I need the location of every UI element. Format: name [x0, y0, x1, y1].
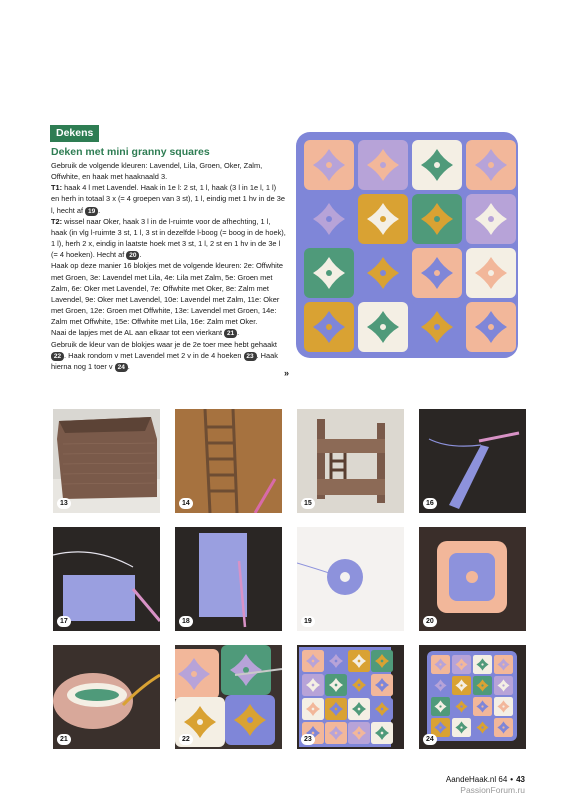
border-text-3: Haak hierna nog 1 toer v	[51, 350, 278, 371]
colors-text: Haak op deze manier 16 blokjes met de volgende kleuren: 2e: Offwhite met Groen, 3e: Lavendel met Lila, 4e: Lila met Zalm, 5e: Groen met Zalm, 6e: Oker met Lavendel, 7e: Offwhite met Oker, 8e: Zalm met Lavendel, 9e: Oker met Lavendel, 10e: Lavendel met Zalm, 11e: Oker met Groen, 12e: Groen met Offwhite, 13e: Lavendel met Groen, 14e: Zalm met Offwhite, 15e: Offwhite met Lila, 16e: Zalm met Oker.	[51, 261, 283, 327]
step-photo-16	[419, 409, 526, 513]
step-badge-20: 20	[126, 251, 139, 260]
step-photo-19	[297, 527, 404, 631]
step-photo-21	[53, 645, 160, 749]
step-photo-18	[175, 527, 282, 631]
step-number: 20	[423, 616, 437, 627]
step-number: 23	[301, 734, 315, 745]
page-footer	[446, 775, 525, 784]
step-photo-23	[297, 645, 404, 749]
step-number: 13	[57, 498, 71, 509]
t2-label: T2:	[51, 216, 63, 226]
step-number: 24	[423, 734, 437, 745]
step-badge-23: 23	[244, 352, 257, 361]
page-number: 43	[516, 775, 525, 784]
step-number: 21	[57, 734, 71, 745]
step-number: 22	[179, 734, 193, 745]
border-text-1: Gebruik de kleur van de blokjes waar je de 2e toer mee hebt gehaakt	[51, 339, 277, 349]
section-tag: Dekens	[50, 125, 99, 142]
join-text: Naai de lapjes met de AL aan elkaar tot een vierkant	[51, 328, 223, 338]
step-photo-15	[297, 409, 404, 513]
step-photo-14	[175, 409, 282, 513]
step-number: 15	[301, 498, 315, 509]
article-title: Deken met mini granny squares	[51, 146, 210, 158]
intro-text: Gebruik de volgende kleuren: Lavendel, Lila, Groen, Oker, Zalm, Offwhite, en haak met haaknaald 3.	[51, 161, 263, 182]
article	[51, 146, 286, 372]
step-badge-19: 19	[85, 207, 98, 216]
step-number: 19	[301, 616, 315, 627]
blanket-photo	[294, 130, 520, 360]
step-photo-22	[175, 645, 282, 749]
step-badge-21: 21	[224, 329, 237, 338]
article-body: Gebruik de volgende kleuren: Lavendel, Lila, Groen, Oker, Zalm, Offwhite, en haak met haaknaald 3. T1: haak 4 l met Lavendel. Haak in 1e l: 2 st, 1 l, haak (3 l in 1e l, 1 l) en herh in totaal 3 x (= 4 groepen van 3 st), 1 l, eindig met 1 hv in de 3e l, hecht af 19 . T2: wissel naar Oker, haak 3 l in de l-ruimte voor de afhechting, 1 l, haak (in vlg l-ruimte 3 st, 1 l, 3 st in dezelfde l-boog (= boog in de hoek), 1 l), herh 2 x, eindig in laatste hoek met 3 st, 1 l, 2 st en 1 hv in de 3e l (= 4 hoeken). Hecht af 20 . Haak op deze manier 16 blokjes met de volgende kleuren: 2e: Offwhite met Groen, 3e: Lavendel met Lila, 4e: Lila met Zalm, 5e: Groen met Zalm, 6e: Oker met Lavendel, 7e: Offwhite met Oker, 8e: Zalm met Lavendel, 9e: Oker met Lavendel, 10e: Lavendel met Zalm, 11e: Oker met Groen, 12e: Groen met Offwhite, 13e: Lavendel met Groen, 14e: Zalm met Offwhite, 15e: Offwhite met Lila, 16e: Zalm met Oker. Naai de lapjes met de AL aan elkaar tot een vierkant 21 . Gebruik de kleur van de blokjes waar je de 2e toer mee hebt gehaakt 22 . Haak rondom v met Lavendel met 2 v in de 4 hoeken 23 . Haak hierna nog 1 toer v 24 .	[51, 161, 286, 371]
step-photo-20	[419, 527, 526, 631]
step-photo-13	[53, 409, 160, 513]
t1-text: haak 4 l met Lavendel. Haak in 1e l: 2 st, 1 l, haak (3 l in 1e l, 1 l) en herh in totaal 3 x (= 4 groepen van 3 st), 1 l, eindig met 1 hv in de 3e l, hecht af	[51, 183, 285, 215]
step-photo-17	[53, 527, 160, 631]
footer-bullet: •	[510, 775, 514, 784]
border-text-2: Haak rondom v met Lavendel met 2 v in de 4 hoeken	[68, 350, 242, 360]
t2-text: wissel naar Oker, haak 3 l in de l-ruimte voor de afhechting, 1 l, haak (in vlg l-ruimte 3 st, 1 l, 3 st in dezelfde l-boog (= boog in de hoek), 1 l), herh 2 x, eindig in laatste hoek met 3 st, 1 l, 2 st en 1 hv in de 3e l (= 4 hoeken). Hecht af	[51, 216, 286, 260]
step-badge-22: 22	[51, 352, 64, 361]
step-number: 14	[179, 498, 193, 509]
step-photo-24	[419, 645, 526, 749]
t1-label: T1:	[51, 183, 63, 193]
continue-arrow-icon: »	[284, 368, 290, 378]
footer-site: AandeHaak.nl 64	[445, 775, 508, 784]
step-number: 17	[57, 616, 71, 627]
step-number: 18	[179, 616, 193, 627]
step-photo-grid	[53, 409, 525, 749]
step-number: 16	[423, 498, 437, 509]
step-badge-24: 24	[115, 363, 128, 372]
watermark: PassionForum.ru	[460, 785, 525, 795]
